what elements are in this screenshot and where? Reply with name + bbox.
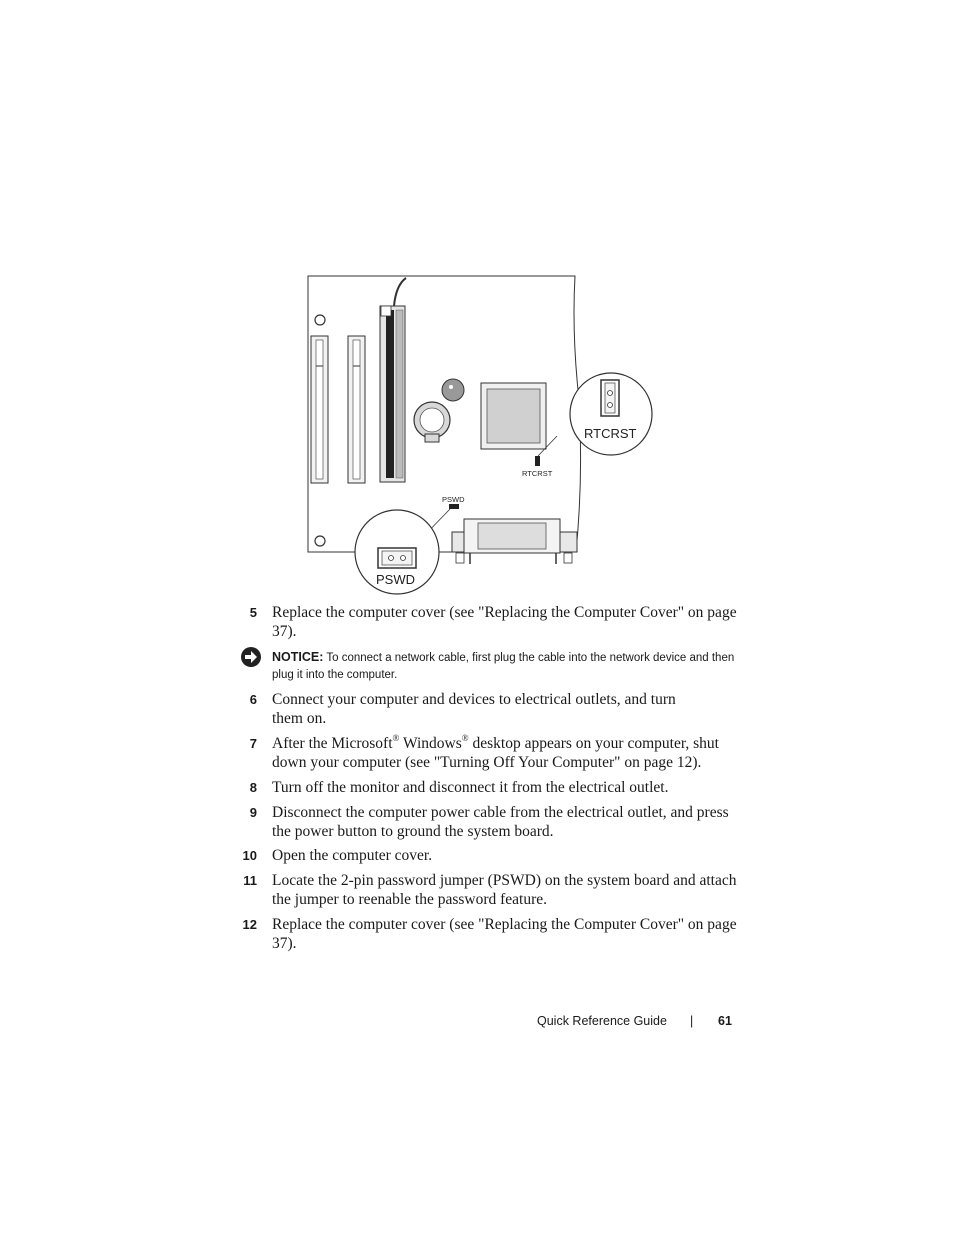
registered-mark: ®: [392, 732, 400, 743]
step-number: 9: [249, 805, 257, 820]
step-number: 6: [249, 692, 257, 707]
step-text: Disconnect the computer power cable from the electrical outlet, and press the power button to ground the system board.: [272, 804, 729, 840]
mounting-hole: [315, 315, 325, 325]
rear-connector: [452, 519, 577, 564]
step-number: 11: [243, 873, 257, 888]
rtcrst-small-label: RTCRST: [522, 469, 553, 478]
step-text: After the Microsoft® Windows® desktop appears on your computer, shut down your computer (see "Turning Off Your Computer" on page 12).: [272, 732, 719, 771]
pci-slot: [311, 336, 328, 483]
registered-mark: ®: [461, 732, 469, 743]
step-number: 10: [242, 848, 257, 863]
rtcrst-callout-label: RTCRST: [584, 426, 637, 441]
notice-text: [272, 649, 742, 684]
pci-slot: [348, 336, 365, 483]
footer-separator: |: [690, 1014, 694, 1028]
notice-label: NOTICE:: [272, 650, 324, 664]
capacitor: [442, 379, 464, 401]
pswd-callout-label: PSWD: [376, 572, 415, 587]
step-text: Replace the computer cover (see "Replacing the Computer Cover" on page 37).: [272, 604, 737, 640]
footer-guide-title: Quick Reference Guide: [537, 1014, 667, 1028]
mounting-hole: [315, 536, 325, 546]
rtcrst-jumper: [535, 456, 540, 466]
step-text: Turn off the monitor and disconnect it from the electrical outlet.: [272, 779, 669, 796]
rtcrst-callout: [570, 373, 652, 455]
notice-body: To connect a network cable, first plug the cable into the network device and then plug it into the computer.: [272, 652, 735, 681]
step-number: 8: [249, 780, 257, 795]
step-number: 7: [249, 736, 257, 751]
pci-express-card: [380, 278, 406, 482]
step-text: Connect your computer and devices to electrical outlets, and turn them on.: [272, 691, 676, 727]
page-number: 61: [718, 1014, 732, 1028]
processor: [481, 383, 546, 449]
pswd-small-label: PSWD: [442, 495, 465, 504]
pswd-callout: [355, 510, 439, 594]
step-text: Open the computer cover.: [272, 847, 433, 864]
system-board-figure: [300, 270, 660, 600]
step-text: Locate the 2-pin password jumper (PSWD) on the system board and attach the jumper to reenable the password feature.: [272, 872, 737, 908]
arrow-right-icon: [240, 646, 262, 668]
pswd-jumper: [449, 504, 459, 509]
step-number: 5: [249, 605, 257, 620]
step-number: 12: [242, 917, 257, 932]
step-text: Replace the computer cover (see "Replacing the Computer Cover" on page 37).: [272, 916, 737, 952]
